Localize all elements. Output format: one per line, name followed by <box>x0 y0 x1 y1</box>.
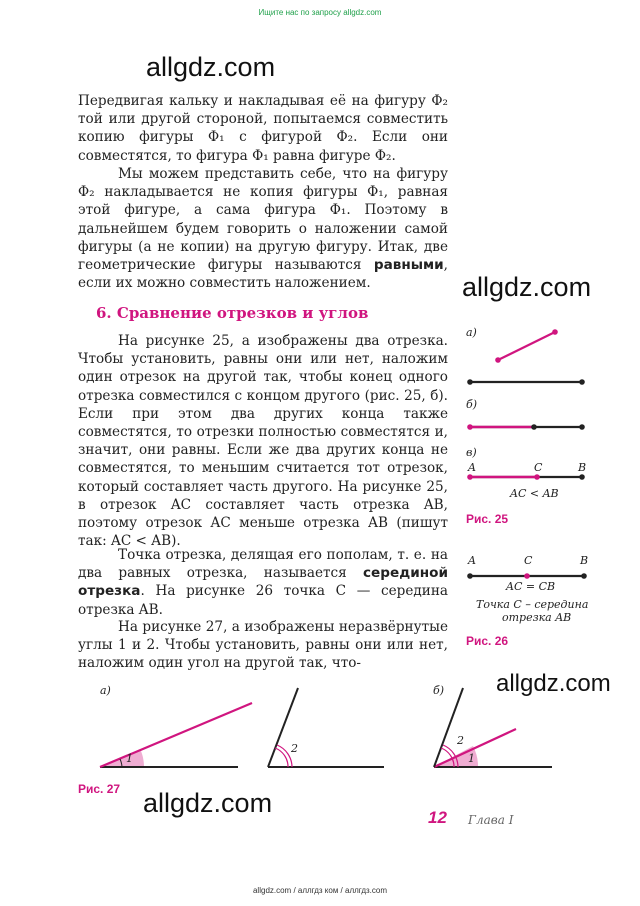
point-A-25 <box>467 474 473 480</box>
figure-27 <box>78 676 638 806</box>
page-number: 12 <box>428 808 447 827</box>
fig26-caption: Рис. 26 <box>466 634 509 648</box>
paragraph-1 <box>78 92 448 165</box>
fig25-label-b: б) <box>466 398 478 411</box>
term-midpoint: серединой отрезка <box>78 565 448 600</box>
fig26-note-2: отрезка AB <box>502 611 572 624</box>
chapter-label: Глава I <box>468 813 514 827</box>
point-B-25 <box>579 474 585 480</box>
paragraph-4-start: Точка отрезка, делящая его пополам, т. е. на два равных отрезка, называется <box>78 547 448 582</box>
paragraph-2-text <box>78 165 448 292</box>
paragraph-2-end: , если их можно совместить наложением. <box>78 257 448 292</box>
paragraph-2 <box>78 165 448 292</box>
section-title: 6. Сравнение отрезков и углов <box>96 304 369 322</box>
fig25-label-c: в) <box>466 446 477 459</box>
segment-a-pink-end-2 <box>552 329 558 335</box>
fig25-point-B-label: B <box>578 461 587 474</box>
fig25-label-a: а) <box>466 326 477 339</box>
paragraph-1-text: Передвигая кальку и накладывая её на фигуру Φ₂ той или другой стороной, попытаемся совместить копию фигуры Φ₁ с фигурой Φ₂. Если они совместятся, то фигура Φ₁ равна фигуре Φ₂. <box>78 93 448 164</box>
fig27-angle-1-label-a: 1 <box>126 752 133 765</box>
paragraph-4-end: . На рисунке 26 точка C — середина отрезка AB. <box>78 583 448 618</box>
figure-26 <box>462 552 632 652</box>
segment-b-black-end <box>579 424 585 430</box>
fig26-point-B-label: B <box>580 554 589 567</box>
angle-1-a-ray-2 <box>100 703 252 767</box>
segment-a-black-end-1 <box>467 379 473 385</box>
fig27-label-a: а) <box>100 684 111 697</box>
fig27-angle-1-label-b: 1 <box>468 752 475 765</box>
header-search-link[interactable]: Ищите нас по запросу allgdz.com <box>258 8 382 17</box>
footer-link[interactable]: allgdz.com / аллгдз ком / аллгдз.com <box>252 886 388 895</box>
point-C-26 <box>524 573 530 579</box>
figure-25-drawing <box>462 322 632 532</box>
figure-25 <box>462 322 632 532</box>
fig26-point-A-label: A <box>468 554 476 567</box>
term-equal: равными <box>373 257 444 274</box>
fig25-point-A-label: A <box>468 461 476 474</box>
fig27-label-b: б) <box>433 684 445 697</box>
fig25-point-C-label: C <box>534 461 543 474</box>
paragraph-5 <box>78 618 448 673</box>
watermark-1: allgdz.com <box>146 52 276 82</box>
segment-a-black-end-2 <box>579 379 585 385</box>
fig26-relation: AC = CB <box>506 580 556 593</box>
watermark-3: allgdz.com <box>496 670 611 697</box>
fig27-angle-2-label-b: 2 <box>457 734 464 747</box>
segment-a-pink <box>498 332 555 360</box>
point-C-25 <box>534 474 540 480</box>
paragraph-4 <box>78 546 448 619</box>
point-A-26 <box>467 573 473 579</box>
fig25-caption: Рис. 25 <box>466 512 509 526</box>
fig26-note-1: Точка C – середина <box>476 598 589 611</box>
paragraph-4-text <box>78 546 448 619</box>
angle-2-ray-2 <box>268 688 298 767</box>
point-B-26 <box>581 573 587 579</box>
segment-a-pink-end-1 <box>495 357 501 363</box>
watermark-4: allgdz.com <box>143 788 273 818</box>
segment-b-pink-end <box>531 424 537 430</box>
segment-b-start <box>467 424 473 430</box>
paragraph-5-text: На рисунке 27, а изображены неразвёрнутые углы 1 и 2. Чтобы установить, равны они или нет, наложим один угол на другой так, что- <box>78 619 448 672</box>
paragraph-3-text: На рисунке 25, а изображены два отрезка. Чтобы установить, равны они или нет, наложим один отрезок на другой так, чтобы конец одного отрезка совместился с концом другого (рис. 25, б). Если при этом два других конца также совместятся, то отрезки полностью совместятся и, значит, они равны. Если же два других конца не совместятся, то меньшим считается тот отрезок, который составляет часть другого. На рисунке 25, в отрезок AC составляет часть отрезка AB, поэтому отрезок AC меньше отрезка AB (пишут так: AC < AB). <box>78 333 448 550</box>
fig25-relation: AC < AB <box>510 487 559 500</box>
paragraph-2-start: Мы можем представить себе, что на фигуру Φ₂ накладывается не копия фигуры Φ₁, равная этой фигуре, а сама фигура Φ₁. Поэтому в дальнейшем будем говорить о наложении самой фигуры (а не копии) на другую фигуру. Итак, две геометрические фигуры называются <box>78 166 448 274</box>
paragraph-3 <box>78 332 448 550</box>
fig27-angle-2-label: 2 <box>291 742 298 755</box>
fig26-point-C-label: C <box>524 554 533 567</box>
fig27-caption: Рис. 27 <box>78 782 121 796</box>
watermark-2: allgdz.com <box>462 272 592 302</box>
figure-27-drawing <box>78 676 638 776</box>
